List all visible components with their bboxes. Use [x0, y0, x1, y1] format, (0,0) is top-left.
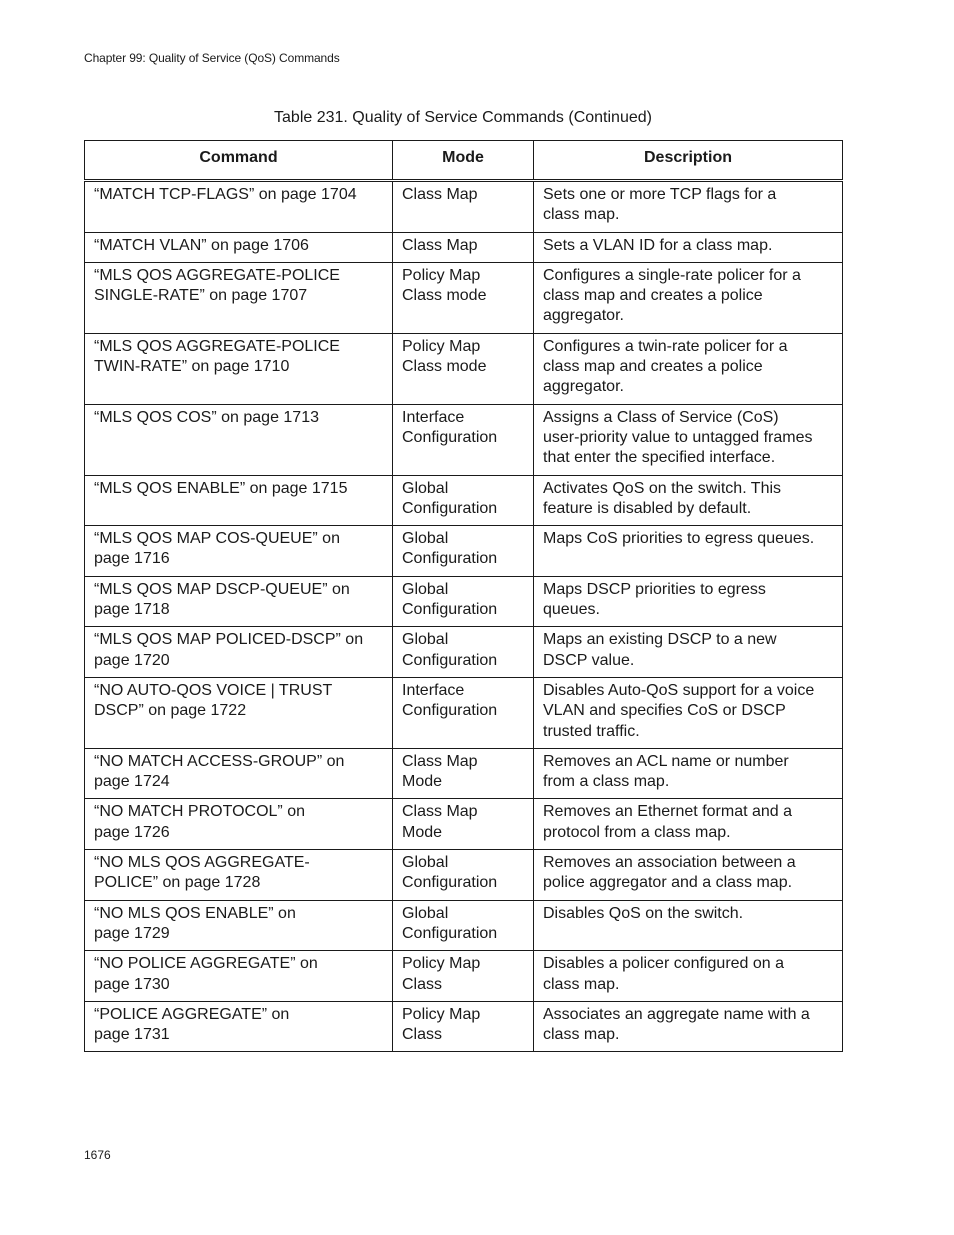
- mode-cell-line: Interface: [402, 408, 465, 426]
- mode-cell-line: Policy Map: [402, 266, 481, 284]
- description-cell: [534, 526, 843, 577]
- description-cell-line: trusted traffic.: [543, 722, 640, 740]
- command-cell: [85, 677, 393, 748]
- mode-cell: [393, 475, 534, 526]
- description-cell-line: Maps DSCP priorities to egress: [543, 580, 766, 598]
- column-header-command: Command: [85, 141, 393, 181]
- mode-cell: [393, 404, 534, 475]
- command-cell-line: “MLS QOS MAP COS-QUEUE” on: [94, 530, 340, 548]
- description-cell-line: that enter the specified interface.: [543, 449, 776, 467]
- description-cell-line: Associates an aggregate name with a: [543, 1005, 810, 1023]
- mode-cell-line: Class Map: [402, 752, 478, 770]
- description-cell: [534, 900, 843, 951]
- command-cell-line: “MATCH VLAN” on page 1706: [94, 236, 309, 254]
- description-cell-line: Disables a policer configured on a: [543, 955, 785, 973]
- mode-cell: [393, 262, 534, 333]
- description-cell: [534, 677, 843, 748]
- table-row: [85, 677, 843, 748]
- description-cell-line: class map.: [543, 206, 620, 224]
- description-cell-line: Configures a single-rate policer for a: [543, 266, 801, 284]
- command-cell-line: “NO MLS QOS AGGREGATE-: [94, 854, 310, 872]
- description-cell: [534, 1001, 843, 1052]
- command-cell-line: page 1720: [94, 651, 170, 669]
- mode-cell: [393, 677, 534, 748]
- description-cell-line: queues.: [543, 601, 600, 619]
- description-cell-line: class map.: [543, 975, 620, 993]
- description-cell-line: user-priority value to untagged frames: [543, 428, 813, 446]
- mode-cell-line: Global: [402, 580, 449, 598]
- mode-cell-line: Mode: [402, 823, 443, 841]
- table-row: [85, 181, 843, 233]
- table-caption: Table 231. Quality of Service Commands (Continued): [274, 109, 652, 126]
- command-cell-line: page 1716: [94, 550, 170, 568]
- table-row: [85, 900, 843, 951]
- command-cell: [85, 799, 393, 850]
- description-cell-line: class map and creates a police: [543, 287, 763, 305]
- description-cell: [534, 232, 843, 262]
- mode-cell-line: Class Map: [402, 803, 478, 821]
- description-cell-line: police aggregator and a class map.: [543, 874, 793, 892]
- mode-cell-line: Global: [402, 530, 449, 548]
- table-row: [85, 232, 843, 262]
- description-cell: [534, 627, 843, 678]
- mode-cell-line: Class: [402, 1026, 443, 1044]
- table-row: [85, 951, 843, 1002]
- mode-cell-line: Global: [402, 854, 449, 872]
- command-cell-line: TWIN-RATE” on page 1710: [94, 358, 290, 376]
- description-cell-line: Removes an ACL name or number: [543, 752, 789, 770]
- command-cell: [85, 627, 393, 678]
- command-cell: [85, 951, 393, 1002]
- command-cell-line: “MLS QOS AGGREGATE-POLICE: [94, 337, 340, 355]
- table-body: [85, 181, 843, 1052]
- mode-cell-line: Configuration: [402, 702, 498, 720]
- description-cell: [534, 475, 843, 526]
- page-number: 1676: [84, 1148, 111, 1162]
- table-row: [85, 262, 843, 333]
- mode-cell-line: Mode: [402, 773, 443, 791]
- mode-cell: [393, 799, 534, 850]
- mode-cell: [393, 627, 534, 678]
- description-cell-line: Sets one or more TCP flags for a: [543, 186, 777, 203]
- command-cell-line: “NO MLS QOS ENABLE” on: [94, 904, 296, 922]
- mode-cell: [393, 232, 534, 262]
- description-cell: [534, 850, 843, 901]
- mode-cell: [393, 748, 534, 799]
- description-cell: [534, 951, 843, 1002]
- command-cell-line: “NO MATCH PROTOCOL” on: [94, 803, 305, 821]
- description-cell-line: protocol from a class map.: [543, 823, 731, 841]
- qos-commands-table: [84, 140, 843, 1052]
- mode-cell-line: Policy Map: [402, 1005, 481, 1023]
- description-cell-line: Removes an Ethernet format and a: [543, 803, 793, 821]
- mode-cell-line: Configuration: [402, 428, 498, 446]
- description-cell-line: aggregator.: [543, 307, 624, 325]
- description-cell: [534, 576, 843, 627]
- mode-cell-line: Global: [402, 479, 449, 497]
- description-cell-line: Sets a VLAN ID for a class map.: [543, 236, 773, 254]
- command-cell-line: page 1731: [94, 1026, 170, 1044]
- mode-cell: [393, 576, 534, 627]
- mode-cell-line: Global: [402, 904, 449, 922]
- command-cell: [85, 333, 393, 404]
- description-cell: [534, 404, 843, 475]
- table-header-row: [85, 141, 843, 181]
- description-cell-line: feature is disabled by default.: [543, 499, 752, 517]
- description-cell-line: Activates QoS on the switch. This: [543, 479, 782, 497]
- command-cell-line: “POLICE AGGREGATE” on: [94, 1005, 290, 1023]
- table-row: [85, 1001, 843, 1052]
- description-cell-line: Maps an existing DSCP to a new: [543, 631, 777, 649]
- command-cell-line: “MLS QOS COS” on page 1713: [94, 408, 319, 426]
- mode-cell: [393, 951, 534, 1002]
- command-cell-line: SINGLE-RATE” on page 1707: [94, 287, 308, 305]
- description-cell-line: Removes an association between a: [543, 854, 796, 872]
- mode-cell-line: Configuration: [402, 874, 498, 892]
- command-cell-line: “MLS QOS MAP POLICED-DSCP” on: [94, 631, 364, 649]
- command-cell: [85, 1001, 393, 1052]
- mode-cell-line: Class Map: [402, 186, 478, 203]
- mode-cell-line: Class mode: [402, 358, 487, 376]
- command-cell: [85, 404, 393, 475]
- command-cell: [85, 748, 393, 799]
- chapter-header: Chapter 99: Quality of Service (QoS) Commands: [84, 51, 340, 65]
- description-cell-line: VLAN and specifies CoS or DSCP: [543, 702, 786, 720]
- description-cell-line: DSCP value.: [543, 651, 635, 669]
- command-cell: [85, 850, 393, 901]
- mode-cell-line: Configuration: [402, 601, 498, 619]
- description-cell: [534, 333, 843, 404]
- description-cell-line: Maps CoS priorities to egress queues.: [543, 530, 815, 548]
- command-cell-line: “MATCH TCP-FLAGS” on page 1704: [94, 186, 357, 203]
- command-cell-line: “NO MATCH ACCESS-GROUP” on: [94, 752, 345, 770]
- mode-cell-line: Interface: [402, 681, 465, 699]
- description-cell-line: from a class map.: [543, 773, 670, 791]
- mode-cell-line: Configuration: [402, 550, 498, 568]
- command-cell-line: page 1724: [94, 773, 170, 791]
- description-cell-line: class map and creates a police: [543, 358, 763, 376]
- command-cell: [85, 262, 393, 333]
- mode-cell-line: Configuration: [402, 924, 498, 942]
- mode-cell-line: Global: [402, 631, 449, 649]
- mode-cell: [393, 900, 534, 951]
- command-cell: [85, 900, 393, 951]
- command-cell: [85, 232, 393, 262]
- description-cell-line: Disables QoS on the switch.: [543, 904, 744, 922]
- mode-cell-line: Policy Map: [402, 337, 481, 355]
- column-header-mode: Mode: [393, 141, 534, 181]
- table-row: [85, 404, 843, 475]
- table-row: [85, 799, 843, 850]
- command-cell-line: page 1718: [94, 601, 170, 619]
- table-row: [85, 748, 843, 799]
- command-cell-line: “NO POLICE AGGREGATE” on: [94, 955, 318, 973]
- command-cell-line: page 1730: [94, 975, 170, 993]
- description-cell-line: class map.: [543, 1026, 620, 1044]
- mode-cell: [393, 850, 534, 901]
- mode-cell: [393, 181, 534, 233]
- description-cell-line: aggregator.: [543, 378, 624, 396]
- mode-cell-line: Configuration: [402, 651, 498, 669]
- command-cell-line: “MLS QOS MAP DSCP-QUEUE” on: [94, 580, 350, 598]
- column-header-description: Description: [534, 141, 843, 181]
- command-cell-line: “MLS QOS AGGREGATE-POLICE: [94, 266, 340, 284]
- command-cell-line: page 1726: [94, 823, 170, 841]
- description-cell: [534, 181, 843, 233]
- table-row: [85, 526, 843, 577]
- mode-cell: [393, 526, 534, 577]
- command-cell: [85, 475, 393, 526]
- table-row: [85, 333, 843, 404]
- table-row: [85, 850, 843, 901]
- mode-cell-line: Class: [402, 975, 443, 993]
- description-cell: [534, 799, 843, 850]
- command-cell: [85, 181, 393, 233]
- mode-cell-line: Configuration: [402, 499, 498, 517]
- command-cell: [85, 576, 393, 627]
- description-cell-line: Configures a twin-rate policer for a: [543, 337, 788, 355]
- description-cell-line: Assigns a Class of Service (CoS): [543, 408, 779, 426]
- command-cell-line: POLICE” on page 1728: [94, 874, 261, 892]
- command-cell-line: “MLS QOS ENABLE” on page 1715: [94, 479, 348, 497]
- description-cell-line: Disables Auto-QoS support for a voice: [543, 681, 815, 699]
- command-cell: [85, 526, 393, 577]
- table-row: [85, 627, 843, 678]
- mode-cell: [393, 1001, 534, 1052]
- mode-cell-line: Class mode: [402, 287, 487, 305]
- mode-cell: [393, 333, 534, 404]
- description-cell: [534, 262, 843, 333]
- mode-cell-line: Class Map: [402, 236, 478, 254]
- mode-cell-line: Policy Map: [402, 955, 481, 973]
- description-cell: [534, 748, 843, 799]
- table-row: [85, 576, 843, 627]
- command-cell-line: page 1729: [94, 924, 170, 942]
- table-row: [85, 475, 843, 526]
- command-cell-line: DSCP” on page 1722: [94, 702, 247, 720]
- command-cell-line: “NO AUTO-QOS VOICE | TRUST: [94, 681, 333, 699]
